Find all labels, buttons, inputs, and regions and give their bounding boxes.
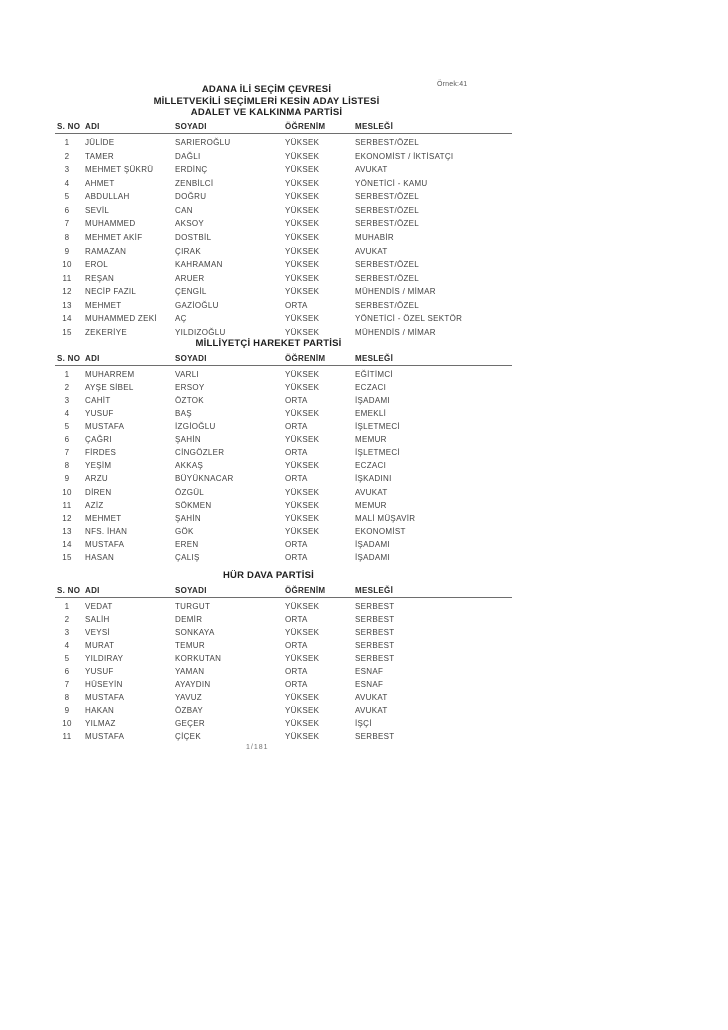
column-header: ÖĞRENİM [285,585,326,595]
profession-cell: İŞLETMECİ [355,448,400,458]
surname-cell: KORKUTAN [175,653,222,663]
table-row [55,678,512,691]
row-number-cell: 7 [64,679,70,689]
first-name-cell: DİREN [85,487,112,497]
surname-cell: BAŞ [175,408,192,418]
table-row [55,512,512,525]
education-cell: YÜKSEK [285,287,320,297]
first-name-cell: ABDULLAH [85,192,130,202]
column-header: SOYADI [175,585,207,595]
row-number-cell: 10 [62,718,72,728]
table-header-row [55,120,512,134]
profession-cell: SERBEST/ÖZEL [355,273,420,283]
first-name-cell: MEHMET AKİF [85,232,143,242]
surname-cell: ÖZTOK [175,395,204,405]
surname-cell: AYAYDIN [175,679,211,689]
table-row [55,420,512,433]
first-name-cell: MUSTAFA [85,422,125,432]
column-header: S. NO [57,585,81,595]
surname-cell: EREN [175,539,199,549]
education-cell: ORTA [285,539,308,549]
profession-cell: İŞKADINI [355,474,392,484]
surname-cell: CİNGÖZLER [175,448,225,458]
table-row [55,150,512,164]
education-cell: YÜKSEK [285,408,320,418]
education-cell: YÜKSEK [285,273,320,283]
table-row [55,704,512,717]
profession-cell: İŞADAMI [355,395,390,405]
row-number-cell: 8 [64,232,70,242]
education-cell: YÜKSEK [285,219,320,229]
row-number-cell: 11 [62,731,72,741]
profession-cell: ESNAF [355,666,384,676]
first-name-cell: HAKAN [85,705,115,715]
row-number-cell: 2 [64,614,70,624]
table-row [55,163,512,177]
row-number-cell: 1 [64,138,70,148]
profession-cell: SERBEST [355,627,395,637]
table-row [55,639,512,652]
table-row [55,368,512,381]
education-cell: YÜKSEK [285,138,320,148]
first-name-cell: VEDAT [85,601,113,611]
education-cell: YÜKSEK [285,260,320,270]
page-number: 1/181 [246,744,269,751]
surname-cell: GAZİOĞLU [175,300,219,310]
education-cell: YÜKSEK [285,731,320,741]
table-row [55,271,512,285]
row-number-cell: 6 [64,666,70,676]
surname-cell: ERDİNÇ [175,165,208,175]
surname-cell: ŞAHİN [175,435,201,445]
row-number-cell: 10 [62,260,72,270]
first-name-cell: MUSTAFA [85,731,125,741]
column-header: ADI [85,121,100,131]
row-number-cell: 6 [64,205,70,215]
column-header: MESLEĞİ [355,121,394,131]
first-name-cell: AZİZ [85,500,104,510]
first-name-cell: YILDIRAY [85,653,124,663]
column-header: ADI [85,353,100,363]
table-row [55,652,512,665]
surname-cell: DOSTBİL [175,232,212,242]
row-number-cell: 9 [64,705,70,715]
table [55,584,512,743]
table-row [55,217,512,231]
row-number-cell: 14 [62,314,72,324]
candidate-table-mhp [55,338,512,564]
education-cell: YÜKSEK [285,513,320,523]
profession-cell: AVUKAT [355,165,388,175]
education-cell: YÜKSEK [285,461,320,471]
table-row [55,177,512,191]
table-row [55,730,512,743]
surname-cell: YAMAN [175,666,205,676]
first-name-cell: AHMET [85,178,115,188]
row-number-cell: 11 [62,500,72,510]
surname-cell: CAN [175,205,193,215]
row-number-cell: 9 [64,246,70,256]
first-name-cell: HÜSEYİN [85,679,123,689]
profession-cell: SERBEST/ÖZEL [355,205,420,215]
table-row [55,447,512,460]
document-header [55,84,512,119]
surname-cell: DEMİR [175,614,203,624]
table-row [55,499,512,512]
profession-cell: ECZACI [355,461,387,471]
surname-cell: VARLI [175,369,200,379]
surname-cell: SONKAYA [175,627,215,637]
first-name-cell: HASAN [85,553,115,562]
row-number-cell: 2 [64,382,70,392]
party-title-hudapar: HÜR DAVA PARTİSİ [223,570,314,581]
profession-cell: EKONOMİST [355,526,406,536]
profession-cell: SERBEST/ÖZEL [355,138,420,148]
row-number-cell: 12 [62,513,72,523]
surname-cell: AKKAŞ [175,461,204,471]
education-cell: YÜKSEK [285,205,320,215]
education-cell: YÜKSEK [285,500,320,510]
surname-cell: ÇIRAK [175,246,201,256]
first-name-cell: FİRDES [85,448,117,458]
first-name-cell: RAMAZAN [85,246,127,256]
education-cell: ORTA [285,474,308,484]
first-name-cell: AYŞE SİBEL [85,382,134,392]
table-row [55,299,512,313]
row-number-cell: 1 [64,369,70,379]
surname-cell: TEMUR [175,640,205,650]
party-title-mhp: MİLLİYETÇİ HAREKET PARTİSİ [195,338,342,349]
surname-cell: ARUER [175,273,205,283]
candidate-table-hudapar [55,570,512,743]
surname-cell: ÇİÇEK [175,731,201,741]
column-header: MESLEĞİ [355,353,394,363]
education-cell: YÜKSEK [285,232,320,242]
column-header: S. NO [57,353,81,363]
surname-cell: SÖKMEN [175,500,212,510]
profession-cell: İŞADAMI [355,553,390,562]
table-row [55,258,512,272]
profession-cell: İŞÇİ [355,718,372,728]
first-name-cell: ZEKERİYE [85,327,127,337]
education-cell: YÜKSEK [285,718,320,728]
profession-cell: AVUKAT [355,246,388,256]
row-number-cell: 15 [62,327,72,337]
header-district-line: ADANA İLİ SEÇİM ÇEVRESİ [201,84,332,95]
first-name-cell: MURAT [85,640,115,650]
profession-cell: SERBEST/ÖZEL [355,300,420,310]
education-cell: YÜKSEK [285,627,320,637]
table-header-row [55,352,512,366]
education-cell: YÜKSEK [285,178,320,188]
table-row [55,600,512,613]
first-name-cell: YILMAZ [85,718,116,728]
profession-cell: SERBEST [355,640,395,650]
column-header: ÖĞRENİM [285,121,326,131]
surname-cell: İZGİOĞLU [175,422,216,432]
education-cell: YÜKSEK [285,192,320,202]
table-row [55,381,512,394]
education-cell: YÜKSEK [285,151,320,161]
form-number-label: Örnek:41 [437,81,468,88]
first-name-cell: REŞAN [85,273,115,283]
table-row [55,538,512,551]
profession-cell: EĞİTİMCİ [355,369,393,379]
profession-cell: EKONOMİST / İKTİSATÇI [355,151,454,161]
first-name-cell: SEVİL [85,205,110,215]
table-row [55,613,512,626]
table [55,352,512,564]
first-name-cell: YUSUF [85,408,114,418]
profession-cell: İŞADAMI [355,539,390,549]
row-number-cell: 3 [64,627,70,637]
surname-cell: GÖK [175,526,194,536]
row-number-cell: 15 [62,553,72,562]
surname-cell: ZENBİLCİ [175,178,214,188]
table-row [55,312,512,326]
surname-cell: DOĞRU [175,192,207,202]
row-number-cell: 4 [64,178,70,188]
column-header: ADI [85,585,100,595]
surname-cell: YILDIZOĞLU [175,327,226,337]
column-header: ÖĞRENİM [285,353,326,363]
first-name-cell: MUHAMMED [85,219,136,229]
first-name-cell: MEHMET ŞÜKRÜ [85,165,154,175]
first-name-cell: JÜLİDE [85,138,115,148]
education-cell: YÜKSEK [285,653,320,663]
row-number-cell: 8 [64,461,70,471]
profession-cell: SERBEST/ÖZEL [355,260,420,270]
profession-cell: SERBEST [355,731,395,741]
row-number-cell: 13 [62,300,72,310]
profession-cell: ESNAF [355,679,384,689]
row-number-cell: 11 [62,273,72,283]
first-name-cell: MEHMET [85,300,122,310]
table-row [55,394,512,407]
column-header: SOYADI [175,353,207,363]
surname-cell: ÖZBAY [175,705,204,715]
table-row [55,285,512,299]
first-name-cell: EROL [85,260,108,270]
table-header-row [55,584,512,598]
table-row [55,244,512,258]
first-name-cell: ÇAĞRI [85,435,112,445]
first-name-cell: MUHAMMED ZEKİ [85,314,157,324]
surname-cell: KAHRAMAN [175,260,223,270]
surname-cell: ÇALIŞ [175,553,200,562]
row-number-cell: 7 [64,219,70,229]
education-cell: ORTA [285,553,308,562]
education-cell: ORTA [285,395,308,405]
header-list-title-line: MİLLETVEKİLİ SEÇİMLERİ KESİN ADAY LİSTESİ [153,95,380,107]
education-cell: ORTA [285,448,308,458]
profession-cell: ECZACI [355,382,387,392]
education-cell: YÜKSEK [285,369,320,379]
column-header: MESLEĞİ [355,585,394,595]
row-number-cell: 14 [62,539,72,549]
profession-cell: EMEKLİ [355,408,387,418]
profession-cell: AVUKAT [355,705,388,715]
row-number-cell: 9 [64,474,70,484]
table-row [55,665,512,678]
table-row [55,691,512,704]
education-cell: YÜKSEK [285,487,320,497]
first-name-cell: NFS. İHAN [85,526,128,536]
profession-cell: AVUKAT [355,692,388,702]
table-row [55,460,512,473]
first-name-cell: YEŞİM [85,461,112,471]
profession-cell: SERBEST/ÖZEL [355,192,420,202]
table-row [55,486,512,499]
profession-cell: MALİ MÜŞAVİR [355,513,416,523]
column-header: SOYADI [175,121,207,131]
education-cell: YÜKSEK [285,692,320,702]
surname-cell: AÇ [175,314,187,324]
row-number-cell: 7 [64,448,70,458]
row-number-cell: 4 [64,640,70,650]
education-cell: ORTA [285,422,308,432]
header-party-akp-line: ADALET VE KALKINMA PARTİSİ [190,107,343,118]
row-number-cell: 4 [64,408,70,418]
education-cell: YÜKSEK [285,246,320,256]
surname-cell: DAĞLI [175,151,201,161]
profession-cell: SERBEST/ÖZEL [355,219,420,229]
surname-cell: AKSOY [175,219,205,229]
education-cell: YÜKSEK [285,314,320,324]
education-cell: ORTA [285,679,308,689]
row-number-cell: 5 [64,653,70,663]
first-name-cell: MUSTAFA [85,539,125,549]
education-cell: YÜKSEK [285,601,320,611]
table-row [55,407,512,420]
row-number-cell: 12 [62,287,72,297]
profession-cell: MÜHENDİS / MİMAR [355,327,436,337]
education-cell: YÜKSEK [285,435,320,445]
profession-cell: MEMUR [355,500,387,510]
education-cell: ORTA [285,666,308,676]
surname-cell: ERSOY [175,382,205,392]
education-cell: YÜKSEK [285,526,320,536]
candidate-table-akp [55,120,512,339]
row-number-cell: 6 [64,435,70,445]
table [55,120,512,339]
profession-cell: MUHABİR [355,232,394,242]
first-name-cell: MEHMET [85,513,122,523]
surname-cell: ÖZGÜL [175,487,205,497]
surname-cell: ŞAHİN [175,513,201,523]
table-row [55,433,512,446]
education-cell: ORTA [285,300,308,310]
table-row [55,626,512,639]
table-row [55,717,512,730]
surname-cell: BÜYÜKNACAR [175,474,234,484]
education-cell: ORTA [285,640,308,650]
row-number-cell: 3 [64,395,70,405]
profession-cell: SERBEST [355,601,395,611]
row-number-cell: 13 [62,526,72,536]
row-number-cell: 1 [64,601,70,611]
table-row [55,551,512,564]
education-cell: YÜKSEK [285,327,320,337]
row-number-cell: 5 [64,422,70,432]
education-cell: ORTA [285,614,308,624]
profession-cell: İŞLETMECİ [355,422,400,432]
first-name-cell: NECİP FAZIL [85,287,137,297]
table-row [55,473,512,486]
surname-cell: GEÇER [175,718,205,728]
first-name-cell: VEYSİ [85,627,111,637]
first-name-cell: CAHİT [85,395,111,405]
surname-cell: TURGUT [175,601,211,611]
education-cell: YÜKSEK [285,705,320,715]
profession-cell: MÜHENDİS / MİMAR [355,287,436,297]
column-header: S. NO [57,121,81,131]
surname-cell: ÇENGİL [175,287,207,297]
profession-cell: AVUKAT [355,487,388,497]
row-number-cell: 8 [64,692,70,702]
table-row [55,136,512,150]
profession-cell: MEMUR [355,435,387,445]
row-number-cell: 10 [62,487,72,497]
surname-cell: SARIEROĞLU [175,138,231,148]
first-name-cell: SALİH [85,614,110,624]
profession-cell: SERBEST [355,614,395,624]
row-number-cell: 5 [64,192,70,202]
profession-cell: YÖNETİCİ - KAMU [355,178,428,188]
education-cell: YÜKSEK [285,165,320,175]
table-row [55,190,512,204]
profession-cell: YÖNETİCİ - ÖZEL SEKTÖR [355,314,463,324]
table-row [55,231,512,245]
first-name-cell: MUHARREM [85,369,135,379]
first-name-cell: MUSTAFA [85,692,125,702]
surname-cell: YAVUZ [175,692,202,702]
table-row [55,525,512,538]
profession-cell: SERBEST [355,653,395,663]
first-name-cell: ARZU [85,474,108,484]
first-name-cell: YUSUF [85,666,114,676]
row-number-cell: 3 [64,165,70,175]
table-row [55,204,512,218]
row-number-cell: 2 [64,151,70,161]
education-cell: YÜKSEK [285,382,320,392]
first-name-cell: TAMER [85,151,114,161]
